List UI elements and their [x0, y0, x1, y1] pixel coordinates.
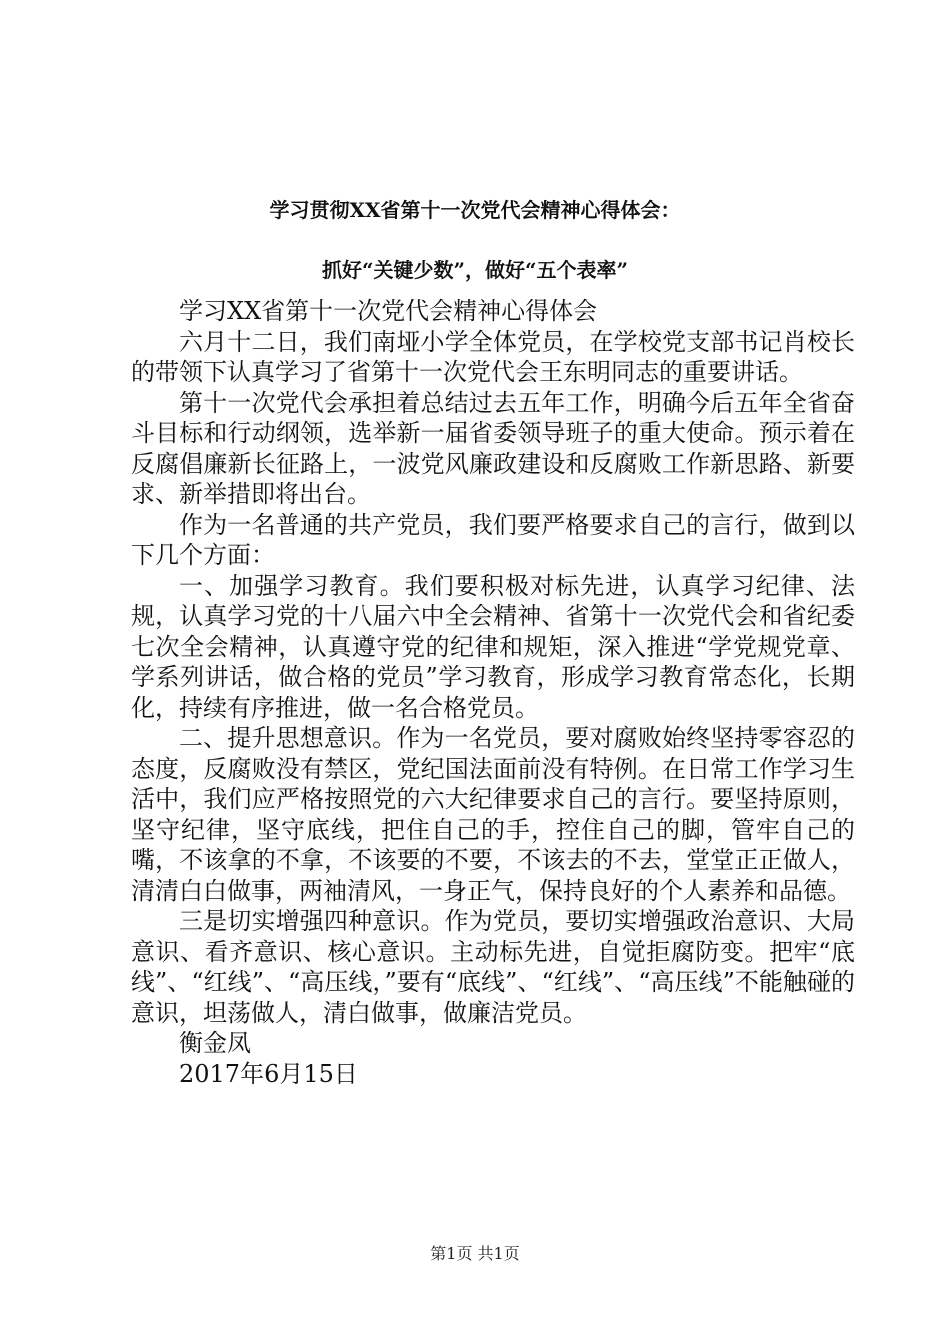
paragraph: 第十一次党代会承担着总结过去五年工作，明确今后五年全省奋斗目标和行动纲领，选举新一届省委领导班子的重大使命。预示着在反腐倡廉新长征路上，一波党风廉政建设和反腐败工作新思路、新要求、新举措即将出台。	[131, 388, 855, 508]
paragraph: 三是切实增强四种意识。作为党员，要切实增强政治意识、大局意识、看齐意识、核心意识。主动标先进，自觉拒腐防变。把牢“底线”、“红线”、“高压线，”要有“底线”、“红线”、“高压线”不能触碰的意识，坦荡做人，清白做事，做廉洁党员。	[131, 907, 855, 1027]
document-date: 2017年6月15日	[179, 1059, 358, 1088]
author-name: 衡金凤	[179, 1029, 251, 1057]
page-footer: 第1页 共1页	[430, 1244, 520, 1263]
document-body	[131, 296, 855, 1089]
document-title-line-1: 学习贯彻XX省第十一次党代会精神心得体会：	[269, 198, 681, 222]
paragraph: 一、加强学习教育。我们要积极对标先进，认真学习纪律、法规，认真学习党的十八届六中全会精神、省第十一次党代会和省纪委七次全会精神，认真遵守党的纪律和规矩，深入推进“学党规党章、学系列讲话，做合格的党员”学习教育，形成学习教育常态化，长期化，持续有序推进，做一名合格党员。	[131, 571, 855, 722]
paragraph: 六月十二日，我们南垭小学全体党员，在学校党支部书记肖校长的带领下认真学习了省第十一次党代会王东明同志的重要讲话。	[131, 327, 855, 386]
paragraph: 二、提升思想意识。作为一名党员，要对腐败始终坚持零容忍的态度，反腐败没有禁区，党纪国法面前没有特例。在日常工作学习生活中，我们应严格按照党的六大纪律要求自己的言行。要坚持原则，坚守纪律，坚守底线，把住自己的手，控住自己的脚，管牢自己的嘴，不该拿的不拿，不该要的不要，不该去的不去，堂堂正正做人，清清白白做事，两袖清风，一身正气，保持良好的个人素养和品德。	[131, 724, 855, 905]
document-title-line-2: 抓好“关键少数”，做好“五个表率”	[321, 258, 628, 282]
document-subtitle: 学习XX省第十一次党代会精神心得体会	[179, 297, 598, 325]
paragraph: 作为一名普通的共产党员，我们要严格要求自己的言行，做到以下几个方面：	[131, 510, 855, 569]
